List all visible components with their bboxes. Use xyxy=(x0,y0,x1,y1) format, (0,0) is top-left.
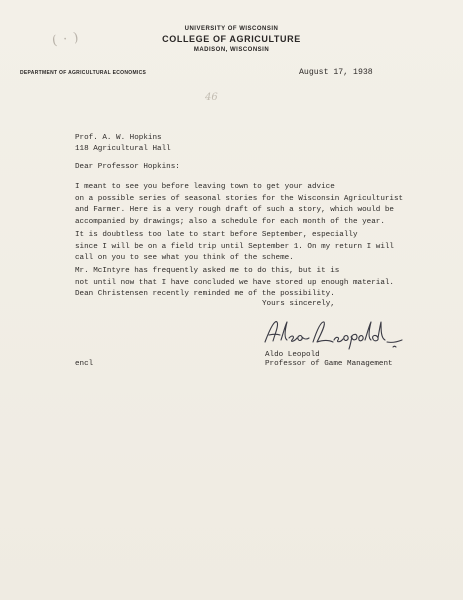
body-paragraph: I meant to see you before leaving town to get your advice on a possible series of seasonal stories for the Wisconsin Agriculturist and Farmer. Here is a very rough draft of such a story, which would be accompanied by drawings; also a schedule for each month of the year. xyxy=(75,183,404,226)
closing: Yours sincerely, xyxy=(262,300,335,308)
letter-date: August 17, 1938 xyxy=(299,68,373,77)
recipient-address: 118 Agricultural Hall xyxy=(75,145,171,153)
salutation: Dear Professor Hopkins: xyxy=(75,163,180,171)
pencil-page-number: 46 xyxy=(205,92,218,103)
letterhead-university: UNIVERSITY OF WISCONSIN xyxy=(184,26,279,32)
handwritten-signature xyxy=(261,316,411,350)
signer-name: Aldo Leopold xyxy=(265,351,320,359)
signer-title: Professor of Game Management xyxy=(265,360,393,368)
enclosure-note: encl xyxy=(75,360,94,368)
body-paragraph: It is doubtless too late to start before September, especially since I will be on a field trip until September 1. On my return I will call on you to see what you think of the scheme. xyxy=(75,231,394,263)
recipient-name: Prof. A. W. Hopkins xyxy=(75,134,162,142)
letterhead-department: DEPARTMENT OF AGRICULTURAL ECONOMICS xyxy=(20,70,147,76)
body-paragraph: Mr. McIntyre has frequently asked me to do this, but it is not until now that I have concluded we have stored up enough material. Dean Christensen recently reminded me of the possibility. xyxy=(75,267,394,299)
letterhead-location: MADISON, WISCONSIN xyxy=(193,47,270,53)
pencil-mark: ( · ) xyxy=(51,30,81,49)
letterhead-college: COLLEGE OF AGRICULTURE xyxy=(162,34,301,44)
